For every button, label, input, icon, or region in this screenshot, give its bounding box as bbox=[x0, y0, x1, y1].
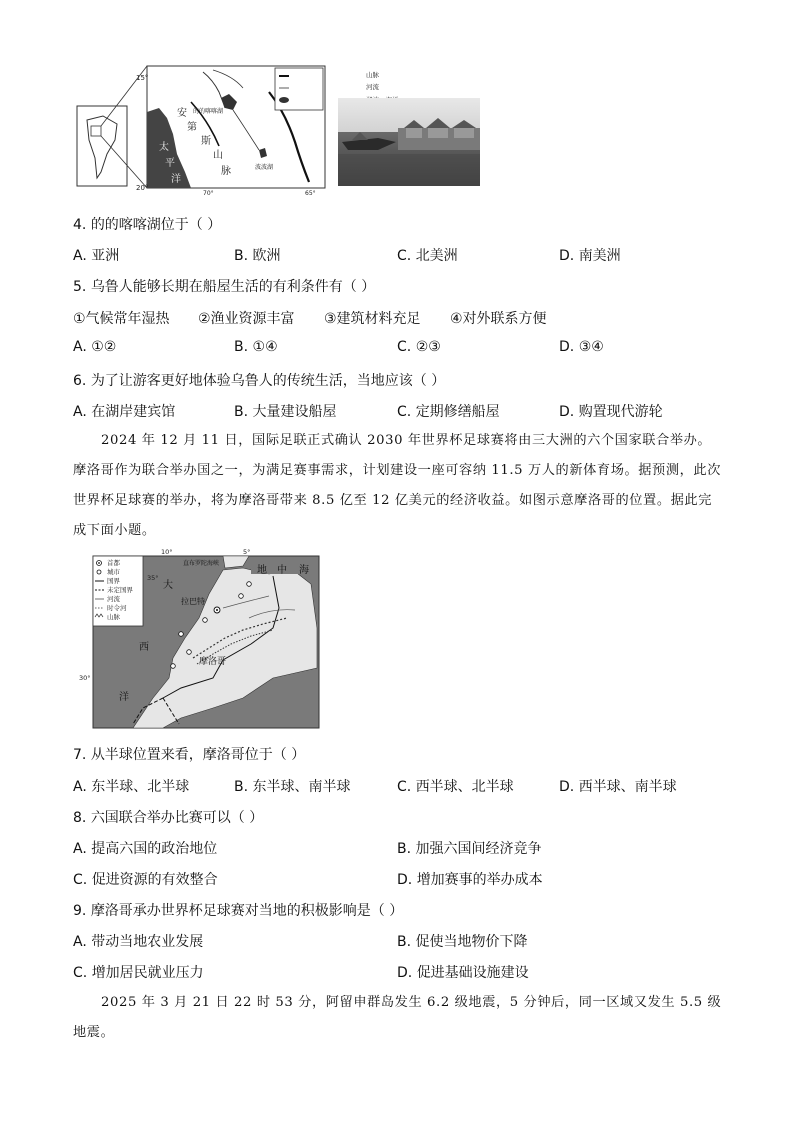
option-letter: D. bbox=[559, 248, 575, 264]
legend-mountain: 山脉 bbox=[107, 613, 120, 621]
option-text: 西半球、南半球 bbox=[578, 779, 677, 795]
q4-option-b[interactable] bbox=[234, 245, 281, 265]
ocean-char-3: 洋 bbox=[119, 692, 129, 703]
reed-houses-photo-svg bbox=[338, 98, 480, 186]
option-letter: B. bbox=[397, 934, 412, 950]
pacific-char-1: 太 bbox=[159, 142, 169, 153]
q9-option-b[interactable] bbox=[397, 931, 528, 951]
option-text: ②③ bbox=[415, 339, 441, 355]
passage-morocco: 2024 年 12 月 11 日，国际足联正式确认 2030 年世界杯足球赛将由三大洲的六个国家联合举办。摩洛哥作为联合举办国之一，为满足赛事需求，计划建设一座可容纳 11.5 万人的新体育场。据预测，此次世界杯足球赛的举办，将为摩洛哥带来 8.5 亿至 12 亿美元的经济收益。如图示意摩洛哥的位置。据此完成下面小题。 bbox=[73, 433, 721, 538]
option-letter: B. bbox=[397, 841, 412, 857]
q9-option-a[interactable] bbox=[73, 931, 203, 951]
rabat-label: 拉巴特 bbox=[181, 597, 205, 606]
strait-label: 直布罗陀海峡 bbox=[183, 560, 220, 567]
passage-earthquake: 2025 年 3 月 21 日 22 时 53 分，阿留申群岛发生 6.2 级地震，5 分钟后，同一区域又发生 5.5 级地震。 bbox=[73, 995, 722, 1040]
option-letter: A. bbox=[73, 934, 87, 950]
q9-option-c[interactable] bbox=[73, 962, 204, 982]
question-number: 7. bbox=[73, 747, 87, 763]
andes-char-5: 脉 bbox=[221, 166, 231, 177]
question-number: 4. bbox=[73, 217, 87, 233]
legend-mountain: 山脉 bbox=[366, 71, 379, 79]
sea-char-1: 地 bbox=[257, 565, 267, 576]
q8-option-d[interactable] bbox=[397, 869, 543, 889]
option-letter: C. bbox=[397, 404, 412, 420]
option-text: ①② bbox=[91, 339, 117, 355]
option-text: 东半球、北半球 bbox=[91, 779, 190, 795]
q9-option-d[interactable] bbox=[397, 962, 529, 982]
q7-option-a[interactable] bbox=[73, 776, 189, 796]
legend-river: 河流 bbox=[107, 595, 120, 603]
q6-option-b[interactable] bbox=[234, 401, 337, 421]
lat-15-label: 15° bbox=[136, 74, 149, 82]
option-letter: D. bbox=[559, 404, 575, 420]
q4-option-c[interactable] bbox=[397, 245, 458, 265]
q4-option-a[interactable] bbox=[73, 245, 119, 265]
option-text: 购置现代游轮 bbox=[578, 404, 663, 420]
ocean-char-1: 大 bbox=[163, 580, 173, 591]
question-number: 9. bbox=[73, 903, 87, 919]
option-text: 定期修缮船屋 bbox=[415, 404, 500, 420]
q8-option-c[interactable] bbox=[73, 869, 218, 889]
option-letter: A. bbox=[73, 404, 87, 420]
poopo-label: 波波湖 bbox=[255, 164, 274, 171]
lat-35-label: 35° bbox=[147, 574, 159, 582]
lat-20-label: 20° bbox=[136, 184, 149, 192]
option-letter: C. bbox=[397, 248, 412, 264]
question-number: 5. bbox=[73, 279, 87, 295]
question-6 bbox=[73, 370, 445, 390]
lon-65-label: 65° bbox=[305, 190, 316, 197]
figure-andes-map bbox=[73, 62, 379, 197]
q8-option-a[interactable] bbox=[73, 838, 217, 858]
option-text: 欧洲 bbox=[252, 248, 281, 264]
sea-char-3: 海 bbox=[299, 565, 309, 576]
question-stem: 摩洛哥承办世界杯足球赛对当地的积极影响是（ ） bbox=[90, 903, 404, 919]
q5-option-c[interactable] bbox=[397, 339, 441, 355]
option-letter: D. bbox=[559, 339, 575, 355]
option-text: 促进资源的有效整合 bbox=[91, 872, 218, 888]
option-text: 东半球、南半球 bbox=[252, 779, 351, 795]
legend-seasonal-river: 时令河 bbox=[107, 604, 127, 612]
question-stem: 乌鲁人能够长期在船屋生活的有利条件有（ ） bbox=[90, 279, 376, 295]
question-9 bbox=[73, 900, 403, 920]
q6-option-a[interactable] bbox=[73, 401, 175, 421]
option-text: 北美洲 bbox=[415, 248, 458, 264]
option-letter: C. bbox=[73, 965, 88, 981]
q4-option-d[interactable] bbox=[559, 245, 621, 265]
question-4 bbox=[73, 214, 221, 234]
option-text: 提高六国的政治地位 bbox=[91, 841, 218, 857]
option-letter: A. bbox=[73, 339, 87, 355]
morocco-label: 摩洛哥 bbox=[199, 657, 227, 667]
legend-border: 国界 bbox=[107, 577, 120, 585]
q5-statement-4: ④对外联系方便 bbox=[450, 311, 547, 327]
question-8 bbox=[73, 807, 263, 827]
legend-undefined-border: 未定国界 bbox=[107, 586, 133, 594]
q5-option-a[interactable] bbox=[73, 339, 116, 355]
option-text: 促使当地物价下降 bbox=[415, 934, 528, 950]
legend-city: 城市 bbox=[107, 568, 120, 576]
option-text: 带动当地农业发展 bbox=[91, 934, 204, 950]
option-letter: D. bbox=[559, 779, 575, 795]
option-text: 促进基础设施建设 bbox=[416, 965, 529, 981]
option-text: 增加赛事的举办成本 bbox=[416, 872, 543, 888]
legend-river: 河流 bbox=[366, 83, 379, 91]
question-stem: 的的喀喀湖位于（ ） bbox=[90, 217, 222, 233]
option-letter: B. bbox=[234, 339, 249, 355]
option-letter: D. bbox=[397, 965, 413, 981]
figure-morocco-map bbox=[73, 548, 323, 730]
q5-statement-3: ③建筑材料充足 bbox=[324, 311, 421, 327]
q6-option-c[interactable] bbox=[397, 401, 500, 421]
option-text: ①④ bbox=[252, 339, 278, 355]
q5-statement-1: ①气候常年湿热 bbox=[73, 311, 170, 327]
question-number: 8. bbox=[73, 810, 87, 826]
q6-option-d[interactable] bbox=[559, 401, 663, 421]
andes-char-2: 第 bbox=[187, 122, 197, 133]
option-letter: C. bbox=[397, 339, 412, 355]
option-letter: B. bbox=[234, 248, 249, 264]
option-letter: B. bbox=[234, 779, 249, 795]
option-letter: A. bbox=[73, 779, 87, 795]
legend-capital: 首都 bbox=[107, 559, 120, 567]
q7-option-c[interactable] bbox=[397, 776, 514, 796]
option-letter: D. bbox=[397, 872, 413, 888]
option-text: ③④ bbox=[578, 339, 604, 355]
question-number: 6. bbox=[73, 373, 87, 389]
andes-char-4: 山 bbox=[213, 150, 223, 161]
lat-30-label: 30° bbox=[79, 674, 91, 682]
option-text: 南美洲 bbox=[578, 248, 621, 264]
reed-houses-photo bbox=[338, 98, 480, 186]
andes-map-svg bbox=[73, 62, 329, 192]
sea-char-2: 中 bbox=[277, 565, 287, 576]
q5-option-d[interactable] bbox=[559, 339, 604, 355]
option-text: 在湖岸建宾馆 bbox=[91, 404, 176, 420]
option-letter: B. bbox=[234, 404, 249, 420]
question-stem: 为了让游客更好地体验乌鲁人的传统生活，当地应该（ ） bbox=[90, 373, 446, 389]
q7-option-b[interactable] bbox=[234, 776, 351, 796]
question-7 bbox=[73, 744, 305, 764]
option-letter: C. bbox=[397, 779, 412, 795]
option-text: 西半球、北半球 bbox=[415, 779, 514, 795]
option-text: 大量建设船屋 bbox=[252, 404, 337, 420]
question-stem: 从半球位置来看，摩洛哥位于（ ） bbox=[90, 747, 306, 763]
option-text: 增加居民就业压力 bbox=[91, 965, 204, 981]
pacific-char-2: 平 bbox=[165, 158, 175, 169]
question-5 bbox=[73, 276, 375, 296]
titicaca-label: 的的喀喀湖 bbox=[193, 108, 224, 115]
q7-option-d[interactable] bbox=[559, 776, 677, 796]
ocean-char-2: 西 bbox=[139, 642, 149, 653]
option-letter: A. bbox=[73, 841, 87, 857]
question-stem: 六国联合举办比赛可以（ ） bbox=[90, 810, 264, 826]
q5-statement-2: ②渔业资源丰富 bbox=[198, 311, 295, 327]
andes-char-3: 斯 bbox=[201, 136, 211, 147]
option-letter: C. bbox=[73, 872, 88, 888]
q8-option-b[interactable] bbox=[397, 838, 542, 858]
lon-5-label: 5° bbox=[243, 548, 251, 556]
option-text: 亚洲 bbox=[91, 248, 120, 264]
option-letter: A. bbox=[73, 248, 87, 264]
pacific-char-3: 洋 bbox=[171, 174, 181, 185]
option-text: 加强六国间经济竞争 bbox=[415, 841, 542, 857]
lon-70-label: 70° bbox=[203, 190, 214, 197]
q5-option-b[interactable] bbox=[234, 339, 278, 355]
andes-char-1: 安 bbox=[177, 108, 187, 119]
lon-10-label: 10° bbox=[161, 548, 173, 556]
